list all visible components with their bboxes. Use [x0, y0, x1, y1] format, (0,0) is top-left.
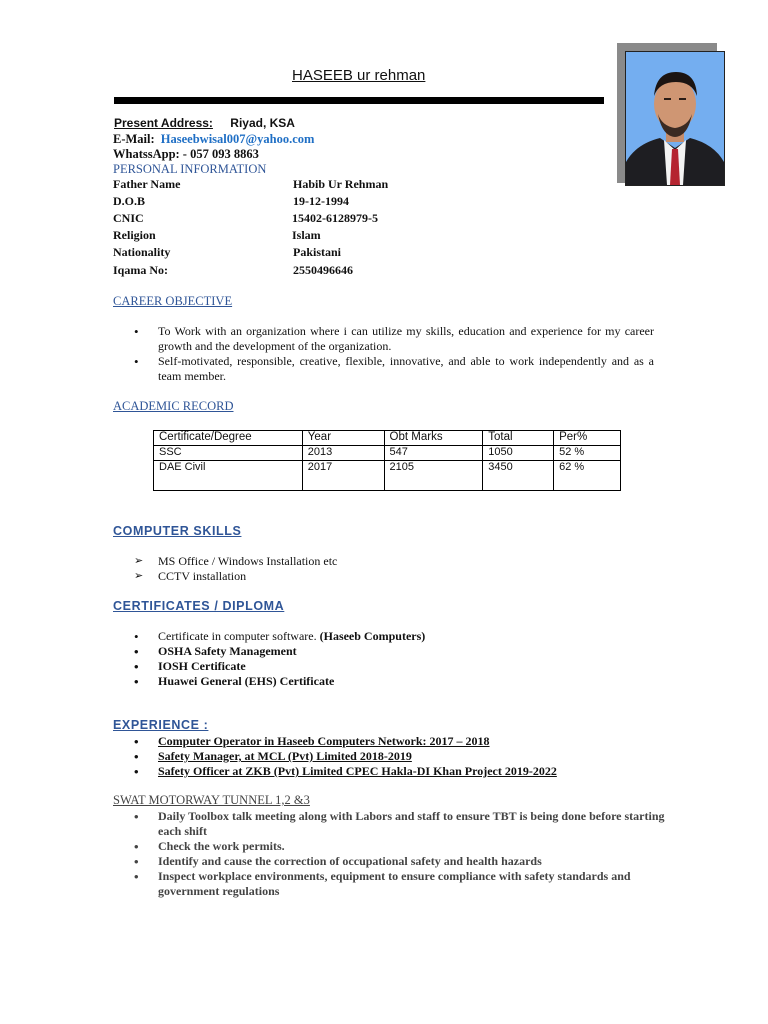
address-value: Riyad, KSA — [230, 116, 295, 130]
dob-label: D.O.B — [113, 194, 146, 208]
email-link[interactable]: Haseebwisal007@yahoo.com — [160, 132, 315, 146]
list-item: • Safety Manager, at MCL (Pvt) Limited 2018-2019 — [114, 749, 674, 764]
father-name-label: Father Name — [113, 177, 181, 191]
table-cell: 2017 — [302, 461, 384, 491]
list-item: • To Work with an organization where i can utilize my skills, education and experience for my career growth and the development of the organization. — [114, 324, 654, 354]
academic-table — [153, 430, 621, 491]
iqama-label: Iqama No: — [113, 263, 169, 277]
dob-value: 19-12-1994 — [293, 194, 349, 208]
resume-name: HASEEB ur rehman — [292, 67, 426, 84]
column-header: Certificate/Degree — [154, 431, 303, 446]
personal-info-heading: PERSONAL INFORMATION — [113, 162, 267, 176]
iqama-value: 2550496646 — [293, 263, 353, 277]
address-label: Present Address: — [114, 116, 213, 130]
table-row — [154, 461, 621, 491]
profile-photo — [625, 51, 725, 186]
list-item: • Check the work permits. — [114, 839, 674, 854]
list-item: • Computer Operator in Haseeb Computers Network: 2017 – 2018 — [114, 734, 674, 749]
career-objective-list — [114, 324, 654, 384]
father-name-value: Habib Ur Rehman — [293, 177, 389, 191]
computer-skills-list — [114, 554, 614, 584]
table-cell: 1050 — [483, 446, 554, 461]
table-cell: 2013 — [302, 446, 384, 461]
certificate-text: Certificate in computer software. — [158, 629, 317, 643]
list-item — [114, 629, 674, 644]
header-rule — [114, 97, 604, 104]
whatsapp-number: WhatssApp: - 057 093 8863 — [113, 147, 259, 161]
email-label: E-Mail: — [113, 132, 155, 146]
nationality-value: Pakistani — [293, 245, 342, 259]
certificates-list — [114, 629, 674, 689]
project-heading: SWAT MOTORWAY TUNNEL 1,2 &3 — [113, 793, 310, 807]
experience-heading: EXPERIENCE : — [113, 718, 209, 732]
list-item: • Daily Toolbox talk meeting along with Labors and staff to ensure TBT is being done before starting each shift — [114, 809, 674, 839]
list-item: • Safety Officer at ZKB (Pvt) Limited CPEC Hakla-DI Khan Project 2019-2022 — [114, 764, 674, 779]
column-header: Obt Marks — [384, 431, 483, 446]
nationality-label: Nationality — [113, 245, 171, 259]
project-duties-list — [114, 809, 674, 899]
list-item: • Huawei General (EHS) Certificate — [114, 674, 674, 689]
column-header: Year — [302, 431, 384, 446]
table-cell: DAE Civil — [154, 461, 303, 491]
table-cell: 52 % — [554, 446, 621, 461]
religion-value: Islam — [292, 228, 321, 242]
list-item: • OSHA Safety Management — [114, 644, 674, 659]
table-cell: 62 % — [554, 461, 621, 491]
table-header-row — [154, 431, 621, 446]
list-item: ➢ MS Office / Windows Installation etc — [114, 554, 614, 569]
list-item: • Inspect workplace environments, equipment to ensure compliance with safety standards and government regulations — [114, 869, 674, 899]
certificate-institute: (Haseeb Computers) — [319, 629, 426, 643]
cnic-label: CNIC — [113, 211, 144, 225]
list-item: • Identify and cause the correction of occupational safety and health hazards — [114, 854, 674, 869]
religion-label: Religion — [113, 228, 156, 242]
certificates-heading: CERTIFICATES / DIPLOMA — [113, 599, 285, 613]
table-cell: 547 — [384, 446, 483, 461]
computer-skills-heading: COMPUTER SKILLS — [113, 524, 242, 538]
list-item: ➢ CCTV installation — [114, 569, 614, 584]
list-item: • Self-motivated, responsible, creative, flexible, innovative, and able to work independently and as a team member. — [114, 354, 654, 384]
career-objective-heading: CAREER OBJECTIVE — [113, 294, 233, 308]
table-cell: SSC — [154, 446, 303, 461]
table-cell: 2105 — [384, 461, 483, 491]
table-cell: 3450 — [483, 461, 554, 491]
table-row — [154, 446, 621, 461]
column-header: Total — [483, 431, 554, 446]
list-item: • IOSH Certificate — [114, 659, 674, 674]
experience-list — [114, 734, 674, 779]
academic-record-heading: ACADEMIC RECORD — [113, 399, 234, 413]
cnic-value: 15402-6128979-5 — [292, 211, 378, 225]
column-header: Per% — [554, 431, 621, 446]
